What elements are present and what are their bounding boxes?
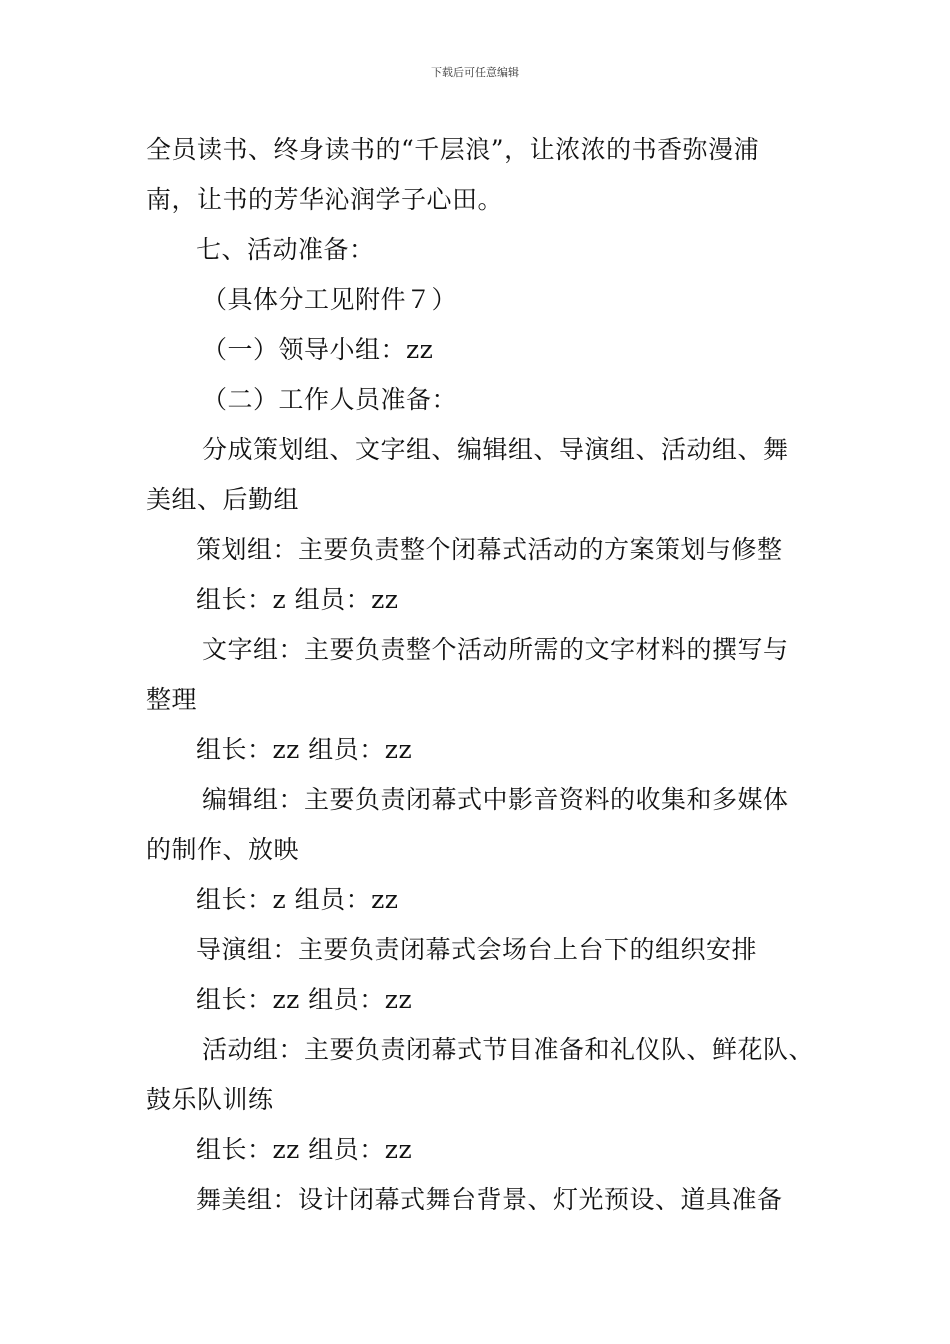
group-description: 编辑组：主要负责闭幕式中影音资料的收集和多媒体 (202, 785, 789, 814)
group-description: 导演组：主要负责闭幕式会场台上台下的组织安排 (196, 935, 758, 964)
group-members: 组长：z 组员：zz (196, 885, 399, 914)
paragraph-line: 分成策划组、文字组、编辑组、导演组、活动组、舞 (202, 435, 789, 464)
group-members: 组长：zz 组员：zz (196, 735, 413, 764)
group-members: 组长：z 组员：zz (196, 585, 399, 614)
subsection-heading: （二）工作人员准备： (202, 385, 458, 414)
paragraph-line: 南，让书的芳华沁润学子心田。 (146, 185, 504, 214)
group-members: 组长：zz 组员：zz (196, 1135, 413, 1164)
group-description: 策划组：主要负责整个闭幕式活动的方案策划与修整 (196, 535, 783, 564)
group-description: 活动组：主要负责闭幕式节目准备和礼仪队、鲜花队、 (202, 1035, 815, 1064)
paragraph-line: 整理 (146, 685, 198, 714)
paragraph-line: 全员读书、终身读书的“千层浪”，让浓浓的书香弥漫浦 (146, 135, 760, 164)
page-header-note: 下载后可任意编辑 (431, 66, 519, 79)
paragraph-line: 鼓乐队训练 (146, 1085, 274, 1114)
document-body (146, 130, 836, 1230)
subsection-heading: （一）领导小组：zz (202, 335, 434, 364)
section-heading: 七、活动准备： (196, 235, 375, 264)
group-description: 文字组：主要负责整个活动所需的文字材料的撰写与 (202, 635, 789, 664)
paragraph-line: 的制作、放映 (146, 835, 300, 864)
group-description: 舞美组：设计闭幕式舞台背景、灯光预设、道具准备 (196, 1185, 783, 1214)
paragraph-line: 美组、后勤组 (146, 485, 300, 514)
group-members: 组长：zz 组员：zz (196, 985, 413, 1014)
paragraph-line: （具体分工见附件７） (202, 285, 458, 314)
